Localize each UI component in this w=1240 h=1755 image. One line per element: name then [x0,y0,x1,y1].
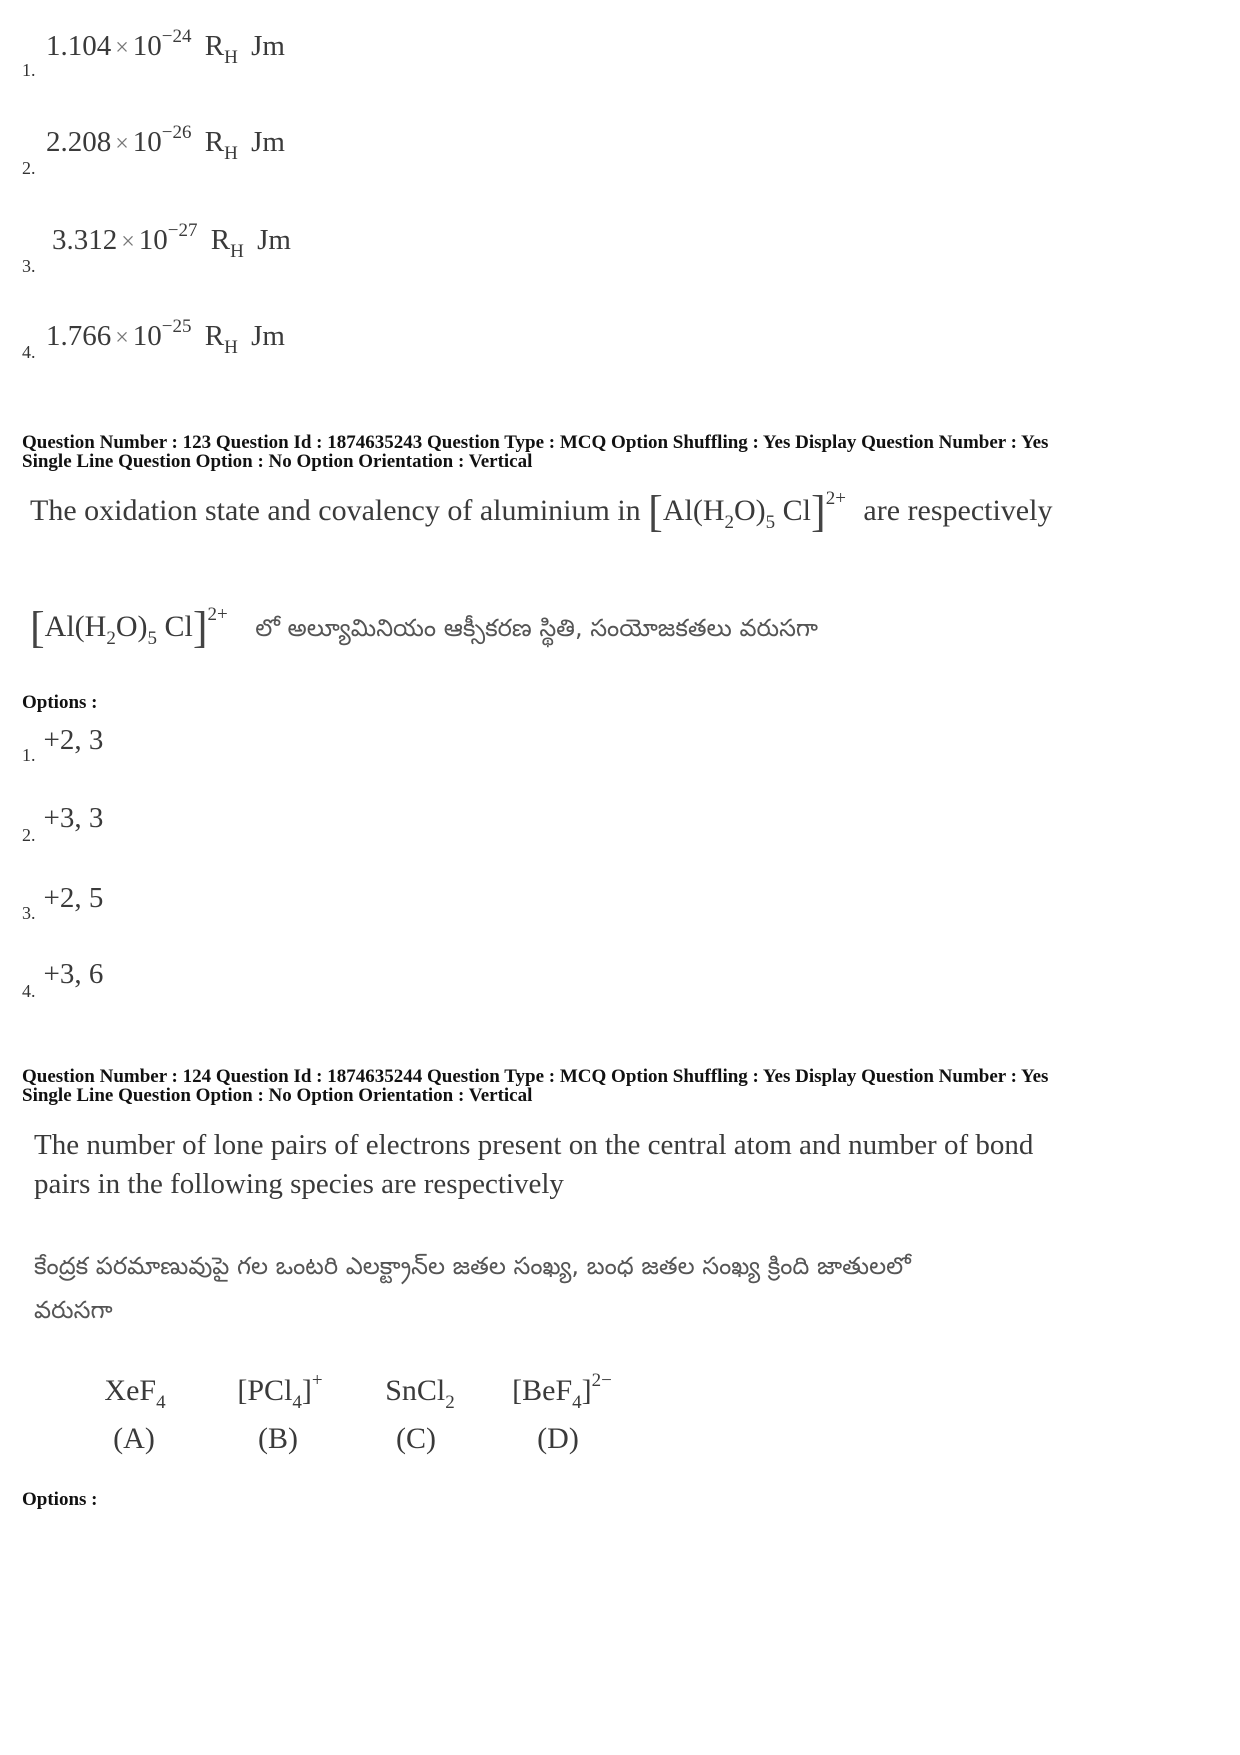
complex-formula: [$Al(H_2O)_5$ Cl]$^{2+}$ [648,487,846,536]
option-number: 2. [22,158,36,178]
species-a: XeF$_4$ [104,1374,166,1413]
species-list [100,1370,640,1474]
option-3-expression: $3.312 \times 10^{-27}$ $R_H$ Jm [52,220,291,262]
option-text: +3, 3 [43,802,104,834]
option-number: 4. [22,342,36,362]
option-number: 3. [22,256,36,276]
option-1-expression: $1.104 \times 10^{-24}$ $R_H$ Jm [46,26,285,68]
question-meta-line-1: Question Number : 124 Question Id : 1874635244 Question Type : MCQ Option Shuffling : Yes Display Question Number : Yes [22,1066,1049,1087]
options-label: Options : [22,692,98,713]
species-a-label: (A) [113,1422,155,1455]
question-text-english: The number of lone pairs of electrons present on the central atom and number of bond pairs in the following species are respectively [34,1129,1034,1200]
question-meta-line-1: Question Number : 123 Question Id : 1874635243 Question Type : MCQ Option Shuffling : Yes Display Question Number : Yes [22,432,1049,453]
species-b-label: (B) [258,1422,298,1455]
option-row[interactable]: 1. +2, 3 [22,724,104,765]
question-meta-line-2: Single Line Question Option : No Option Orientation : Vertical [22,451,533,472]
complex-formula-telugu: [$Al(H_2O)_5$ Cl]$^{2+}$ [30,603,228,652]
option-number: 1. [22,60,36,80]
option-text: +3, 6 [43,958,104,990]
question-text-telugu-line-1: కేంద్రక పరమాణువుపై గల ఒంటరి ఎలక్ట్రాన్‌ల జతల సంఖ్య, బంధ జతల సంఖ్య క్రింది జాతులలో [34,1252,911,1280]
species-d-label: (D) [537,1422,579,1455]
options-label: Options : [22,1489,98,1510]
question-text-english: The oxidation state and covalency of aluminium in [$Al(H_2O)_5$ Cl]$^{2+}$ are respectively [30,487,1053,536]
option-row[interactable]: 3. +2, 5 [22,882,104,923]
question-meta-line-2: Single Line Question Option : No Option Orientation : Vertical [22,1085,533,1106]
species-d: $[BeF_4]^{2-}$ [512,1370,612,1413]
species-c-label: (C) [396,1422,436,1455]
option-2-expression: $2.208 \times 10^{-26}$ $R_H$ Jm [46,122,285,164]
question-text-telugu-line-2: వరుసగా [34,1296,113,1324]
option-4-expression: $1.766 \times 10^{-25}$ $R_H$ Jm [46,316,285,358]
option-row[interactable]: 4. +3, 6 [22,958,104,1001]
species-b: [PCl$_4$]+ [237,1370,323,1413]
option-text: +2, 3 [43,724,104,756]
question-text-telugu: [$Al(H_2O)_5$ Cl]$^{2+}$ లో అల్యూమినియం ఆక్సీకరణ స్థితి, సంయోజకతలు వరుసగా [30,603,819,652]
option-text: +2, 5 [43,882,104,914]
option-row[interactable]: 2. +3, 3 [22,802,104,845]
species-c: SnCl$_2$ [385,1374,455,1413]
